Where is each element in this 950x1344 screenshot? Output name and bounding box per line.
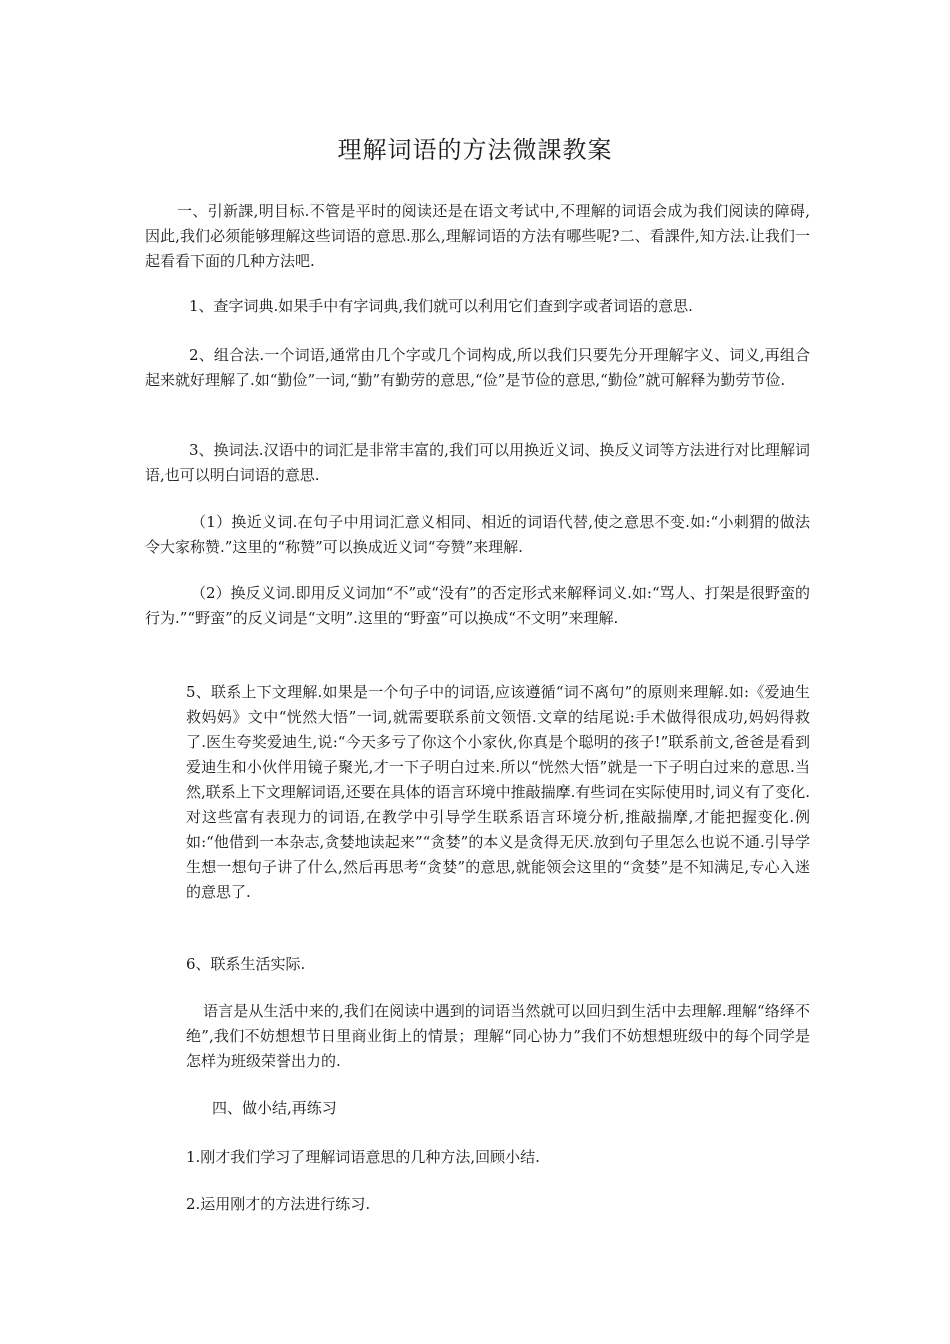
paragraph-antonym: （2）换反义词.即用反义词加“不”或“没有”的否定形式来解释词义.如:“骂人、打架是很野蛮的行为.”“野蛮”的反义词是“文明”.这里的“野蛮”可以换成“不文明”来理解. — [145, 584, 810, 627]
paragraph-intro: 一、引新課,明目标.不管是平时的阅读还是在语文考试中,不理解的词语会成为我们阅读的障碍,因此,我们必须能够理解这些词语的意思.那么,理解词语的方法有哪些呢?二、看課件,知方法.让我们一起看看下面的几种方法吧. — [145, 202, 810, 270]
paragraph-method-6: 6、联系生活实际. — [186, 955, 306, 973]
paragraph-life: 语言是从生活中来的,我们在阅读中遇到的词语当然就可以回归到生活中去理解.理解“络绎不绝”,我们不妨想想节日里商业街上的情景；理解“同心协力”我们不妨想想班级中的每个同学是怎样为班级荣誉出力的. — [186, 1002, 810, 1070]
paragraph-summary-1: 1.刚才我们学习了理解词语意思的几种方法,回顾小结. — [186, 1148, 540, 1166]
paragraph-synonym: （1）换近义词.在句子中用词汇意义相同、相近的词语代替,使之意思不变.如:“小刺猬的做法令大家称赞.”这里的“称赞”可以换成近义词“夸赞”来理解. — [145, 513, 810, 556]
paragraph-method-3: 3、换词法.汉语中的词汇是非常丰富的,我们可以用换近义词、换反义词等方法进行对比理解词语,也可以明白词语的意思. — [145, 441, 810, 484]
paragraph-method-5: 5、联系上下文理解.如果是一个句子中的词语,应该遵循“词不离句”的原则来理解.如:《爱迪生救妈妈》文中“恍然大悟”一词,就需要联系前文领悟.文章的结尾说:手术做得很成功,妈妈得救了.医生夸奖爱迪生,说:“今天多亏了你这个小家伙,你真是个聪明的孩子!”联系前文,爸爸是看到爱迪生和小伙伴用镜子聚光,才一下子明白过来.所以“恍然大悟”就是一下子明白过来的意思.当然,联系上下文理解词语,还要在具体的语言环境中推敲揣摩.有些词在实际使用时,词义有了变化.对这些富有表现力的词语,在教学中引导学生联系语言环境分析,推敲揣摩,才能把握变化.例如:“他借到一本杂志,贪婪地读起来”“贪婪”的本义是贪得无厌.放到句子里怎么也说不通.引导学生想一想句子讲了什么,然后再思考“贪婪”的意思,就能领会这里的“贪婪”是不知满足,专心入迷的意思了. — [186, 683, 810, 901]
document-title: 理解词语的方法微課教案 — [337, 136, 613, 164]
paragraph-summary-2: 2.运用刚才的方法进行练习. — [186, 1195, 371, 1213]
paragraph-method-2: 2、组合法.一个词语,通常由几个字或几个词构成,所以我们只要先分开理解字义、词义,再组合起来就好理解了.如“勤俭”一词,“勤”有勤劳的意思,“俭”是节俭的意思,“勤俭”就可解释为勤劳节俭. — [145, 346, 810, 389]
paragraph-method-1: 1、查字词典.如果手中有字词典,我们就可以利用它们查到字或者词语的意思. — [189, 297, 693, 315]
paragraph-summary-heading: 四、做小结,再练习 — [212, 1099, 337, 1117]
